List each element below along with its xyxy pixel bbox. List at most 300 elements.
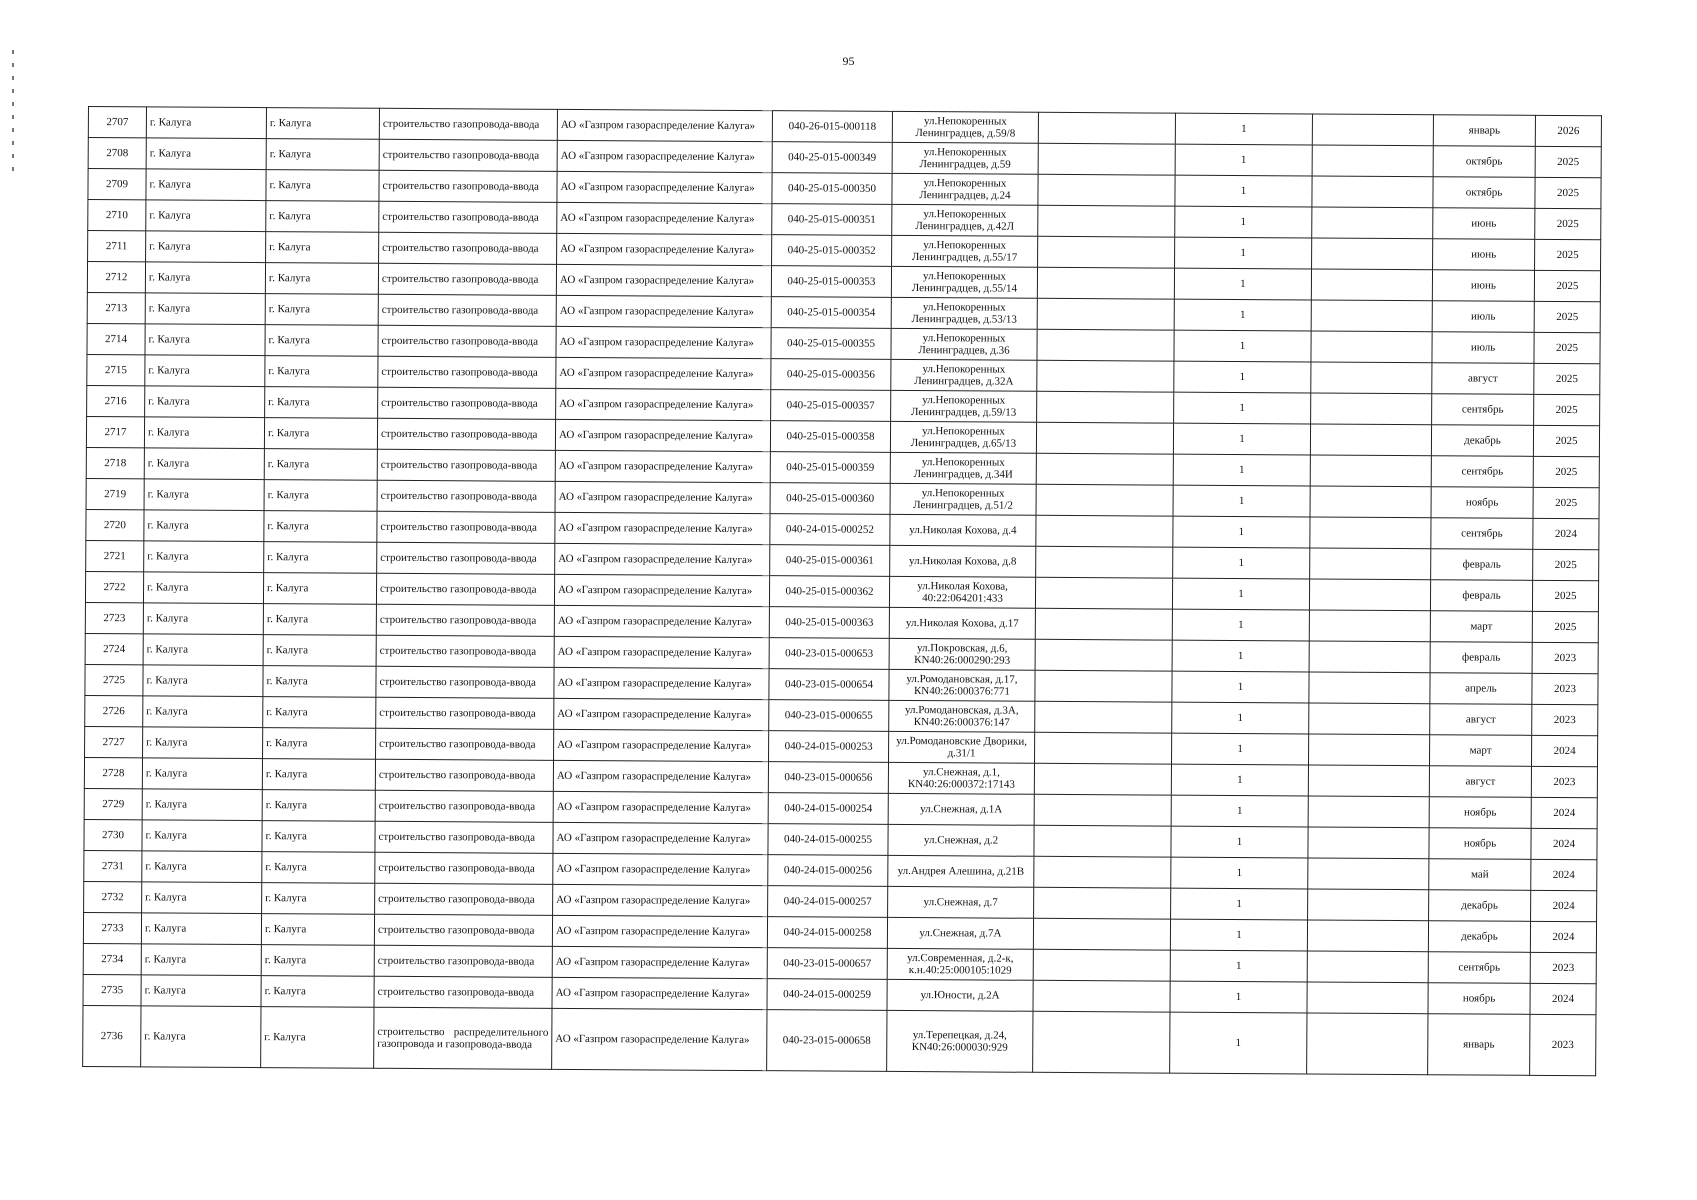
settlement-cell: г. Калуга xyxy=(144,417,264,449)
empty-cell xyxy=(1037,329,1174,361)
organization-cell: АО «Газпром газораспределение Калуга» xyxy=(552,946,767,978)
quantity-cell: 1 xyxy=(1172,578,1309,610)
registration-number-cell: 040-25-015-000359 xyxy=(770,452,890,484)
address-cell: ул.Снежная, д.1, КN40:26:000372:17143 xyxy=(888,762,1034,794)
month-cell: апрель xyxy=(1430,673,1532,705)
month-cell: март xyxy=(1429,735,1531,767)
address-cell: ул.Непокоренных Ленинградцев, д.51/2 xyxy=(890,483,1036,515)
quantity-cell: 1 xyxy=(1174,361,1311,393)
address-cell: ул.Непокоренных Ленинградцев, д.42Л xyxy=(892,204,1038,236)
district-cell: г. Калуга xyxy=(264,480,377,512)
district-cell: г. Калуга xyxy=(265,263,378,295)
month-cell: сентябрь xyxy=(1431,518,1533,550)
organization-cell: АО «Газпром газораспределение Калуга» xyxy=(554,667,769,699)
district-cell: г. Калуга xyxy=(265,387,378,419)
year-cell: 2025 xyxy=(1534,363,1600,394)
quantity-cell: 1 xyxy=(1175,144,1312,176)
empty-cell xyxy=(1311,300,1432,332)
month-cell: май xyxy=(1429,859,1531,891)
month-cell: январь xyxy=(1428,1014,1530,1076)
row-number: 2732 xyxy=(84,881,142,912)
year-cell: 2024 xyxy=(1531,735,1597,766)
settlement-cell: г. Калуга xyxy=(145,262,265,294)
month-cell: сентябрь xyxy=(1428,952,1530,984)
work-type-cell: строительство газопровода-ввода xyxy=(378,387,556,419)
work-type-cell: строительство газопровода-ввода xyxy=(375,883,553,915)
quantity-cell: 1 xyxy=(1171,795,1308,827)
work-type-cell: строительство газопровода-ввода xyxy=(379,201,557,233)
registration-number-cell: 040-26-015-000118 xyxy=(772,111,892,143)
year-cell: 2025 xyxy=(1534,394,1600,425)
row-number: 2729 xyxy=(84,788,142,819)
quantity-cell: 1 xyxy=(1174,299,1311,331)
empty-cell xyxy=(1307,982,1428,1014)
work-type-cell: строительство газопровода-ввода xyxy=(378,325,556,357)
district-cell: г. Калуга xyxy=(263,728,376,760)
empty-cell xyxy=(1035,639,1172,671)
address-cell: ул.Непокоренных Ленинградцев, д.24 xyxy=(892,173,1038,205)
work-type-cell: строительство газопровода-ввода xyxy=(374,945,552,977)
district-cell: г. Калуга xyxy=(262,790,375,822)
quantity-cell: 1 xyxy=(1175,237,1312,269)
empty-cell xyxy=(1308,765,1429,797)
row-number: 2730 xyxy=(84,819,142,850)
settlement-cell: г. Калуга xyxy=(145,293,265,325)
work-type-cell: строительство газопровода-ввода xyxy=(377,449,555,481)
empty-cell xyxy=(1310,548,1431,580)
row-number: 2726 xyxy=(85,695,143,726)
district-cell: г. Калуга xyxy=(261,1007,374,1069)
address-cell: ул.Юности, д.2А xyxy=(887,979,1033,1011)
organization-cell: АО «Газпром газораспределение Калуга» xyxy=(553,822,768,854)
district-cell: г. Калуга xyxy=(262,852,375,884)
quantity-cell: 1 xyxy=(1170,919,1307,951)
district-cell: г. Калуга xyxy=(261,976,374,1008)
settlement-cell: г. Калуга xyxy=(144,479,264,511)
month-cell: июнь xyxy=(1433,208,1535,240)
quantity-cell: 1 xyxy=(1172,640,1309,672)
registration-number-cell: 040-25-015-000352 xyxy=(772,235,892,267)
empty-cell xyxy=(1035,701,1172,733)
month-cell: сентябрь xyxy=(1431,456,1533,488)
organization-cell: АО «Газпром газораспределение Калуга» xyxy=(553,760,768,792)
month-cell: июнь xyxy=(1432,270,1534,302)
margin-mark xyxy=(12,141,14,145)
month-cell: август xyxy=(1429,766,1531,798)
registration-number-cell: 040-24-015-000255 xyxy=(768,824,888,856)
table-row xyxy=(83,1005,1596,1075)
address-cell: ул.Непокоренных Ленинградцев, д.34И xyxy=(890,452,1036,484)
empty-cell xyxy=(1308,734,1429,766)
year-cell: 2024 xyxy=(1531,797,1597,828)
row-number: 2721 xyxy=(86,540,144,571)
organization-cell: АО «Газпром газораспределение Калуга» xyxy=(552,915,767,947)
district-cell: г. Калуга xyxy=(265,325,378,357)
year-cell: 2025 xyxy=(1533,487,1599,518)
registration-number-cell: 040-24-015-000252 xyxy=(770,514,890,546)
year-cell: 2024 xyxy=(1530,983,1596,1014)
empty-cell xyxy=(1037,360,1174,392)
organization-cell: АО «Газпром газораспределение Калуга» xyxy=(555,450,770,482)
empty-cell xyxy=(1311,393,1432,425)
empty-cell xyxy=(1033,980,1170,1012)
empty-cell xyxy=(1034,887,1171,919)
district-cell: г. Калуга xyxy=(265,294,378,326)
row-number: 2733 xyxy=(83,912,141,943)
district-cell: г. Калуга xyxy=(263,635,376,667)
month-cell: февраль xyxy=(1430,642,1532,674)
organization-cell: АО «Газпром газораспределение Калуга» xyxy=(556,295,771,327)
organization-cell: АО «Газпром газораспределение Калуга» xyxy=(557,233,772,265)
row-number: 2719 xyxy=(86,478,144,509)
address-cell: ул.Непокоренных Ленинградцев, д.32А xyxy=(891,359,1037,391)
row-number: 2731 xyxy=(84,850,142,881)
registration-number-cell: 040-24-015-000259 xyxy=(767,979,887,1011)
month-cell: ноябрь xyxy=(1429,797,1531,829)
empty-cell xyxy=(1035,670,1172,702)
row-number: 2716 xyxy=(87,385,145,416)
empty-cell xyxy=(1308,889,1429,921)
district-cell: г. Калуга xyxy=(262,883,375,915)
empty-cell xyxy=(1035,577,1172,609)
month-cell: март xyxy=(1430,611,1532,643)
work-type-cell: строительство газопровода-ввода xyxy=(378,294,556,326)
month-cell: декабрь xyxy=(1431,425,1533,457)
year-cell: 2025 xyxy=(1532,611,1598,642)
work-type-cell: строительство газопровода-ввода xyxy=(377,511,555,543)
empty-cell xyxy=(1308,796,1429,828)
registration-number-cell: 040-23-015-000656 xyxy=(768,762,888,794)
work-type-cell: строительство газопровода-ввода xyxy=(376,666,554,698)
district-cell: г. Калуга xyxy=(266,139,379,171)
settlement-cell: г. Калуга xyxy=(143,665,263,697)
empty-cell xyxy=(1038,143,1175,175)
empty-cell xyxy=(1308,858,1429,890)
work-type-cell: строительство газопровода-ввода xyxy=(379,108,557,140)
district-cell: г. Калуга xyxy=(264,511,377,543)
gas-works-table xyxy=(82,106,1602,1076)
empty-cell xyxy=(1033,949,1170,981)
address-cell: ул.Современная, д.2-к, к.н.40:25:000105:1029 xyxy=(887,948,1033,980)
empty-cell xyxy=(1312,238,1433,270)
row-number: 2724 xyxy=(85,633,143,664)
district-cell: г. Калуга xyxy=(261,914,374,946)
registration-number-cell: 040-24-015-000257 xyxy=(768,886,888,918)
organization-cell: АО «Газпром газораспределение Калуга» xyxy=(553,884,768,916)
empty-cell xyxy=(1310,424,1431,456)
quantity-cell: 1 xyxy=(1171,826,1308,858)
month-cell: октябрь xyxy=(1433,177,1535,209)
address-cell: ул.Непокоренных Ленинградцев, д.59/8 xyxy=(892,111,1038,143)
organization-cell: АО «Газпром газораспределение Калуга» xyxy=(555,419,770,451)
empty-cell xyxy=(1037,298,1174,330)
margin-mark xyxy=(12,167,14,171)
work-type-cell: строительство газопровода-ввода xyxy=(375,759,553,791)
empty-cell xyxy=(1307,1013,1428,1075)
empty-cell xyxy=(1034,825,1171,857)
margin-mark xyxy=(12,154,14,158)
row-number: 2736 xyxy=(83,1005,141,1066)
registration-number-cell: 040-23-015-000654 xyxy=(769,669,889,701)
registration-number-cell: 040-25-015-000349 xyxy=(772,142,892,174)
registration-number-cell: 040-23-015-000658 xyxy=(767,1010,887,1072)
district-cell: г. Калуга xyxy=(262,759,375,791)
empty-cell xyxy=(1310,517,1431,549)
margin-marks xyxy=(10,50,16,200)
empty-cell xyxy=(1036,484,1173,516)
empty-cell xyxy=(1312,145,1433,177)
district-cell: г. Калуга xyxy=(266,232,379,264)
address-cell: ул.Андрея Алешина, д.21В xyxy=(888,855,1034,887)
settlement-cell: г. Калуга xyxy=(146,231,266,263)
row-number: 2710 xyxy=(88,200,146,231)
empty-cell xyxy=(1037,391,1174,423)
empty-cell xyxy=(1038,236,1175,268)
registration-number-cell: 040-23-015-000653 xyxy=(769,638,889,670)
work-type-cell: строительство газопровода-ввода xyxy=(376,573,554,605)
district-cell: г. Калуга xyxy=(262,821,375,853)
quantity-cell: 1 xyxy=(1174,330,1311,362)
work-type-cell: строительство газопровода-ввода xyxy=(376,728,554,760)
empty-cell xyxy=(1034,856,1171,888)
settlement-cell: г. Калуга xyxy=(145,386,265,418)
organization-cell: АО «Газпром газораспределение Калуга» xyxy=(555,481,770,513)
year-cell: 2025 xyxy=(1534,301,1600,332)
margin-mark xyxy=(12,76,14,80)
address-cell: ул.Непокоренных Ленинградцев, д.36 xyxy=(891,328,1037,360)
year-cell: 2025 xyxy=(1535,208,1601,239)
empty-cell xyxy=(1307,951,1428,983)
address-cell: ул.Ромодановская, д.3А, КN40:26:000376:147 xyxy=(889,700,1035,732)
district-cell: г. Калуга xyxy=(263,573,376,605)
empty-cell xyxy=(1033,1011,1170,1073)
quantity-cell: 1 xyxy=(1172,609,1309,641)
registration-number-cell: 040-25-015-000360 xyxy=(770,483,890,515)
district-cell: г. Калуга xyxy=(264,418,377,450)
row-number: 2714 xyxy=(87,323,145,354)
work-type-cell: строительство газопровода-ввода xyxy=(375,821,553,853)
address-cell: ул.Покровская, д.6, КN40:26:000290:293 xyxy=(889,638,1035,670)
empty-cell xyxy=(1311,331,1432,363)
empty-cell xyxy=(1036,453,1173,485)
year-cell: 2023 xyxy=(1532,673,1598,704)
registration-number-cell: 040-23-015-000655 xyxy=(769,700,889,732)
settlement-cell: г. Калуга xyxy=(143,603,263,635)
row-number: 2723 xyxy=(85,602,143,633)
work-type-cell: строительство газопровода-ввода xyxy=(378,356,556,388)
work-type-cell: строительство газопровода-ввода xyxy=(377,418,555,450)
organization-cell: АО «Газпром газораспределение Калуга» xyxy=(554,729,769,761)
row-number: 2734 xyxy=(83,943,141,974)
row-number: 2717 xyxy=(86,416,144,447)
quantity-cell: 1 xyxy=(1172,702,1309,734)
work-type-cell: строительство газопровода-ввода xyxy=(376,604,554,636)
address-cell: ул.Непокоренных Ленинградцев, д.55/17 xyxy=(892,235,1038,267)
work-type-cell: строительство газопровода-ввода xyxy=(379,170,557,202)
quantity-cell: 1 xyxy=(1173,485,1310,517)
work-type-cell: строительство газопровода-ввода xyxy=(375,852,553,884)
month-cell: февраль xyxy=(1431,549,1533,581)
settlement-cell: г. Калуга xyxy=(143,727,263,759)
empty-cell xyxy=(1312,114,1433,146)
month-cell: октябрь xyxy=(1433,146,1535,178)
organization-cell: АО «Газпром газораспределение Калуга» xyxy=(557,109,772,141)
empty-cell xyxy=(1035,732,1172,764)
row-number: 2709 xyxy=(88,169,146,200)
quantity-cell: 1 xyxy=(1171,857,1308,889)
organization-cell: АО «Газпром газораспределение Калуга» xyxy=(556,357,771,389)
quantity-cell: 1 xyxy=(1175,175,1312,207)
address-cell: ул.Снежная, д.1А xyxy=(888,793,1034,825)
quantity-cell: 1 xyxy=(1170,981,1307,1013)
empty-cell xyxy=(1033,918,1170,950)
empty-cell xyxy=(1038,112,1175,144)
quantity-cell: 1 xyxy=(1175,113,1312,145)
quantity-cell: 1 xyxy=(1170,950,1307,982)
year-cell: 2023 xyxy=(1532,704,1598,735)
settlement-cell: г. Калуга xyxy=(144,448,264,480)
empty-cell xyxy=(1037,267,1174,299)
registration-number-cell: 040-24-015-000253 xyxy=(769,731,889,763)
work-type-cell: строительство газопровода-ввода xyxy=(377,480,555,512)
settlement-cell: г. Калуга xyxy=(145,355,265,387)
quantity-cell: 1 xyxy=(1173,516,1310,548)
quantity-cell: 1 xyxy=(1171,888,1308,920)
empty-cell xyxy=(1038,174,1175,206)
organization-cell: АО «Газпром газораспределение Калуга» xyxy=(554,574,769,606)
empty-cell xyxy=(1034,763,1171,795)
quantity-cell: 1 xyxy=(1170,1012,1307,1074)
district-cell: г. Калуга xyxy=(266,108,379,140)
address-cell: ул.Николая Кохова, д.8 xyxy=(890,545,1036,577)
address-cell: ул.Снежная, д.2 xyxy=(888,824,1034,856)
quantity-cell: 1 xyxy=(1173,423,1310,455)
address-cell: ул.Ромодановская, д.17, КN40:26:000376:771 xyxy=(889,669,1035,701)
table-body xyxy=(83,107,1602,1076)
empty-cell xyxy=(1311,362,1432,394)
address-cell: ул.Непокоренных Ленинградцев, д.59 xyxy=(892,142,1038,174)
district-cell: г. Калуга xyxy=(263,604,376,636)
year-cell: 2023 xyxy=(1530,1014,1596,1075)
row-number: 2713 xyxy=(87,292,145,323)
year-cell: 2025 xyxy=(1534,270,1600,301)
empty-cell xyxy=(1312,207,1433,239)
year-cell: 2023 xyxy=(1530,952,1596,983)
quantity-cell: 1 xyxy=(1174,268,1311,300)
month-cell: ноябрь xyxy=(1431,487,1533,519)
empty-cell xyxy=(1310,486,1431,518)
empty-cell xyxy=(1312,176,1433,208)
organization-cell: АО «Газпром газораспределение Калуга» xyxy=(554,636,769,668)
registration-number-cell: 040-24-015-000254 xyxy=(768,793,888,825)
month-cell: июнь xyxy=(1433,239,1535,271)
month-cell: август xyxy=(1432,363,1534,395)
registration-number-cell: 040-25-015-000361 xyxy=(770,545,890,577)
empty-cell xyxy=(1309,703,1430,735)
year-cell: 2025 xyxy=(1533,425,1599,456)
year-cell: 2025 xyxy=(1535,177,1601,208)
address-cell: ул.Снежная, д.7А xyxy=(887,917,1033,949)
organization-cell: АО «Газпром газораспределение Калуга» xyxy=(557,171,772,203)
quantity-cell: 1 xyxy=(1171,764,1308,796)
margin-mark xyxy=(12,115,14,119)
organization-cell: АО «Газпром газораспределение Калуга» xyxy=(555,543,770,575)
empty-cell xyxy=(1309,672,1430,704)
year-cell: 2025 xyxy=(1534,332,1600,363)
organization-cell: АО «Газпром газораспределение Калуга» xyxy=(555,512,770,544)
district-cell: г. Калуга xyxy=(261,945,374,977)
empty-cell xyxy=(1038,205,1175,237)
settlement-cell: г. Калуга xyxy=(141,1006,261,1068)
district-cell: г. Калуга xyxy=(263,666,376,698)
registration-number-cell: 040-25-015-000362 xyxy=(769,576,889,608)
month-cell: февраль xyxy=(1430,580,1532,612)
empty-cell xyxy=(1311,269,1432,301)
row-number: 2725 xyxy=(85,664,143,695)
month-cell: декабрь xyxy=(1428,921,1530,953)
settlement-cell: г. Калуга xyxy=(142,851,262,883)
registration-number-cell: 040-25-015-000350 xyxy=(772,173,892,205)
empty-cell xyxy=(1307,920,1428,952)
settlement-cell: г. Калуга xyxy=(142,758,262,790)
year-cell: 2024 xyxy=(1531,859,1597,890)
month-cell: январь xyxy=(1433,115,1535,147)
settlement-cell: г. Калуга xyxy=(141,913,261,945)
work-type-cell: строительство газопровода-ввода xyxy=(374,976,552,1008)
work-type-cell: строительство газопровода-ввода xyxy=(377,542,555,574)
year-cell: 2025 xyxy=(1533,456,1599,487)
work-type-cell: строительство газопровода-ввода xyxy=(378,263,556,295)
row-number: 2712 xyxy=(87,262,145,293)
organization-cell: АО «Газпром газораспределение Калуга» xyxy=(553,791,768,823)
district-cell: г. Калуга xyxy=(263,697,376,729)
registration-number-cell: 040-25-015-000356 xyxy=(771,359,891,391)
settlement-cell: г. Калуга xyxy=(144,541,264,573)
district-cell: г. Калуга xyxy=(266,170,379,202)
row-number: 2728 xyxy=(84,757,142,788)
district-cell: г. Калуга xyxy=(264,449,377,481)
registration-number-cell: 040-23-015-000657 xyxy=(767,948,887,980)
settlement-cell: г. Калуга xyxy=(141,944,261,976)
year-cell: 2023 xyxy=(1531,766,1597,797)
registration-number-cell: 040-25-015-000351 xyxy=(772,204,892,236)
quantity-cell: 1 xyxy=(1172,733,1309,765)
address-cell: ул.Непокоренных Ленинградцев, д.55/14 xyxy=(891,266,1037,298)
row-number: 2718 xyxy=(86,447,144,478)
address-cell: ул.Непокоренных Ленинградцев, д.53/13 xyxy=(891,297,1037,329)
empty-cell xyxy=(1036,515,1173,547)
year-cell: 2024 xyxy=(1531,890,1597,921)
quantity-cell: 1 xyxy=(1172,671,1309,703)
settlement-cell: г. Калуга xyxy=(142,882,262,914)
organization-cell: АО «Газпром газораспределение Калуга» xyxy=(556,326,771,358)
margin-mark xyxy=(12,63,14,67)
registration-number-cell: 040-25-015-000354 xyxy=(771,297,891,329)
work-type-cell: строительство газопровода-ввода xyxy=(376,635,554,667)
month-cell: август xyxy=(1430,704,1532,736)
year-cell: 2025 xyxy=(1532,580,1598,611)
month-cell: июль xyxy=(1432,332,1534,364)
registration-number-cell: 040-24-015-000258 xyxy=(767,917,887,949)
settlement-cell: г. Калуга xyxy=(146,169,266,201)
settlement-cell: г. Калуга xyxy=(144,510,264,542)
address-cell: ул.Непокоренных Ленинградцев, д.59/13 xyxy=(891,390,1037,422)
organization-cell: АО «Газпром газораспределение Калуга» xyxy=(552,977,767,1009)
work-type-cell: строительство газопровода-ввода xyxy=(374,914,552,946)
district-cell: г. Калуга xyxy=(265,356,378,388)
registration-number-cell: 040-25-015-000353 xyxy=(771,266,891,298)
row-number: 2707 xyxy=(88,107,146,138)
